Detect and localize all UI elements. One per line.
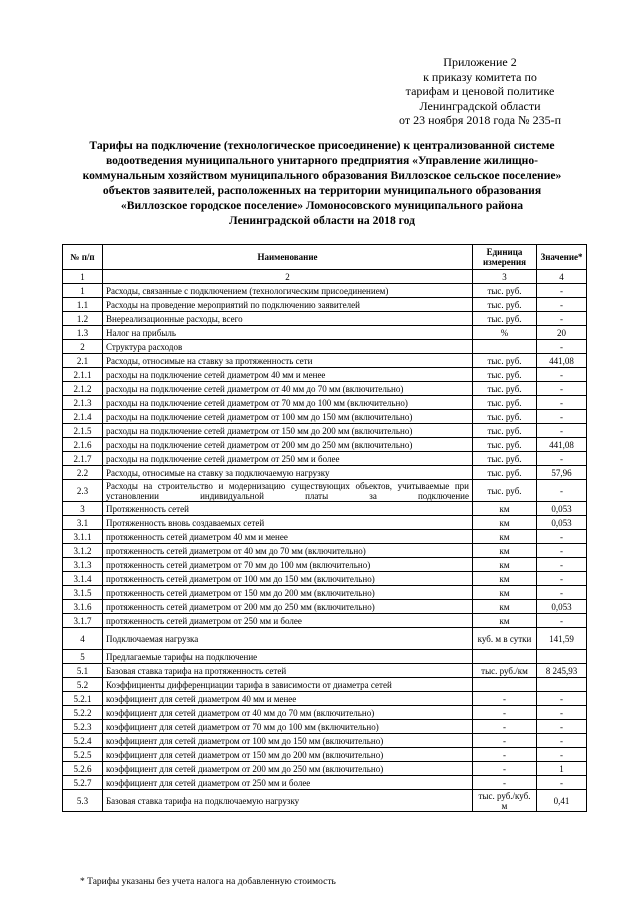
table-row <box>63 558 587 572</box>
colnum-cell: 2 <box>103 270 473 284</box>
row-unit: км <box>473 502 537 516</box>
header-unit: Единица измерения <box>473 245 537 270</box>
row-unit: тыс. руб. <box>473 424 537 438</box>
table-row <box>63 572 587 586</box>
row-num: 1 <box>63 284 103 298</box>
row-unit: тыс. руб./км <box>473 664 537 678</box>
annex-line: от 23 ноября 2018 года № 235-п <box>399 113 561 127</box>
row-unit: км <box>473 558 537 572</box>
row-unit: км <box>473 614 537 628</box>
annex-block <box>380 55 580 128</box>
column-number-row <box>63 270 587 284</box>
row-value: - <box>537 424 587 438</box>
row-name: Расходы, связанные с подключением (технологическим присоединением) <box>103 284 473 298</box>
row-unit: тыс. руб. <box>473 396 537 410</box>
title-line: Тарифы на подключение (технологическое присоединение) к централизованной системе <box>89 139 555 152</box>
row-name: Налог на прибыль <box>103 326 473 340</box>
row-name: расходы на подключение сетей диаметром от 70 мм до 100 мм (включительно) <box>103 396 473 410</box>
table-row <box>63 480 587 502</box>
annex-title: Приложение 2 <box>443 55 517 69</box>
title-line: Ленинградской области на 2018 год <box>229 214 415 227</box>
row-unit <box>473 650 537 664</box>
table-row <box>63 354 587 368</box>
header-value: Значение* <box>537 245 587 270</box>
row-value: - <box>537 396 587 410</box>
row-value: - <box>537 368 587 382</box>
row-value: - <box>537 558 587 572</box>
row-name: Структура расходов <box>103 340 473 354</box>
row-num: 2.1 <box>63 354 103 368</box>
table-row <box>63 530 587 544</box>
title-line: «Виллозское городское поселение» Ломоносовского муниципального района <box>120 199 524 212</box>
row-num: 1.3 <box>63 326 103 340</box>
row-num: 1.2 <box>63 312 103 326</box>
table-row <box>63 466 587 480</box>
table-row <box>63 396 587 410</box>
row-unit: - <box>473 762 537 776</box>
row-num: 2.1.6 <box>63 438 103 452</box>
row-value: - <box>537 734 587 748</box>
row-unit: - <box>473 720 537 734</box>
row-name: протяженность сетей диаметром 40 мм и менее <box>103 530 473 544</box>
row-unit <box>473 678 537 692</box>
row-value: - <box>537 776 587 790</box>
row-unit: тыс. руб. <box>473 480 537 502</box>
row-value: 57,96 <box>537 466 587 480</box>
row-unit: тыс. руб. <box>473 298 537 312</box>
row-value: - <box>537 480 587 502</box>
tariff-table <box>62 244 587 812</box>
row-num: 3 <box>63 502 103 516</box>
row-name: коэффициент для сетей диаметром от 100 мм до 150 мм (включительно) <box>103 734 473 748</box>
row-name: коэффициент для сетей диаметром от 150 мм до 200 мм (включительно) <box>103 748 473 762</box>
row-unit: тыс. руб. <box>473 368 537 382</box>
row-num: 5.1 <box>63 664 103 678</box>
row-value: 0,053 <box>537 600 587 614</box>
table-row <box>63 544 587 558</box>
table-row <box>63 410 587 424</box>
row-name: расходы на подключение сетей диаметром от 250 мм и более <box>103 452 473 466</box>
row-value: - <box>537 614 587 628</box>
table-row <box>63 326 587 340</box>
row-name: Расходы на проведение мероприятий по подключению заявителей <box>103 298 473 312</box>
row-name: расходы на подключение сетей диаметром 40 мм и менее <box>103 368 473 382</box>
row-num: 2 <box>63 340 103 354</box>
row-unit: куб. м в сутки <box>473 628 537 650</box>
row-value: 0,41 <box>537 790 587 812</box>
row-unit: % <box>473 326 537 340</box>
row-num: 5.2.5 <box>63 748 103 762</box>
row-name: расходы на подключение сетей диаметром от 40 мм до 70 мм (включительно) <box>103 382 473 396</box>
row-num: 5.2.3 <box>63 720 103 734</box>
row-name: Расходы, относимые на ставку за протяженность сети <box>103 354 473 368</box>
table-row <box>63 678 587 692</box>
row-value: 441,08 <box>537 438 587 452</box>
document-title <box>62 138 582 228</box>
row-unit: - <box>473 734 537 748</box>
row-value: - <box>537 692 587 706</box>
title-line: коммунальным хозяйством муниципального образования Виллозское сельское поселение» <box>82 169 562 182</box>
row-num: 4 <box>63 628 103 650</box>
row-unit: км <box>473 516 537 530</box>
row-name: коэффициент для сетей диаметром от 40 мм до 70 мм (включительно) <box>103 706 473 720</box>
row-num: 2.1.4 <box>63 410 103 424</box>
row-name: протяженность сетей диаметром от 100 мм до 150 мм (включительно) <box>103 572 473 586</box>
row-value: - <box>537 748 587 762</box>
row-value: 8 245,93 <box>537 664 587 678</box>
row-name: расходы на подключение сетей диаметром от 200 мм до 250 мм (включительно) <box>103 438 473 452</box>
row-unit <box>473 340 537 354</box>
header-name: Наименование <box>103 245 473 270</box>
row-name: протяженность сетей диаметром от 40 мм до 70 мм (включительно) <box>103 544 473 558</box>
table-row <box>63 424 587 438</box>
row-num: 3.1.4 <box>63 572 103 586</box>
title-line: объектов заявителей, расположенных на территории муниципального образования <box>102 184 542 197</box>
row-unit: тыс. руб. <box>473 312 537 326</box>
row-unit: тыс. руб. <box>473 452 537 466</box>
row-num: 1.1 <box>63 298 103 312</box>
row-num: 3.1.2 <box>63 544 103 558</box>
row-name: Протяженность сетей <box>103 502 473 516</box>
table-row <box>63 734 587 748</box>
row-name: коэффициент для сетей диаметром от 70 мм до 100 мм (включительно) <box>103 720 473 734</box>
row-name: расходы на подключение сетей диаметром от 150 мм до 200 мм (включительно) <box>103 424 473 438</box>
table-row <box>63 762 587 776</box>
row-value: 0,053 <box>537 516 587 530</box>
row-name: протяженность сетей диаметром от 150 мм до 200 мм (включительно) <box>103 586 473 600</box>
row-value: 0,053 <box>537 502 587 516</box>
row-unit: км <box>473 530 537 544</box>
table-header-row <box>63 245 587 270</box>
row-value: - <box>537 720 587 734</box>
table-row <box>63 368 587 382</box>
row-num: 5.2.7 <box>63 776 103 790</box>
row-name: Базовая ставка тарифа на подключаемую нагрузку <box>103 790 473 812</box>
table-row <box>63 692 587 706</box>
table-row <box>63 720 587 734</box>
table-row <box>63 650 587 664</box>
row-value: - <box>537 410 587 424</box>
row-value: 20 <box>537 326 587 340</box>
colnum-cell: 1 <box>63 270 103 284</box>
row-unit: км <box>473 572 537 586</box>
row-num: 3.1.1 <box>63 530 103 544</box>
table-row <box>63 614 587 628</box>
row-name: коэффициент для сетей диаметром 40 мм и менее <box>103 692 473 706</box>
annex-line: Ленинградской области <box>419 98 541 113</box>
row-name: расходы на подключение сетей диаметром от 100 мм до 150 мм (включительно) <box>103 410 473 424</box>
row-value: - <box>537 284 587 298</box>
table-row <box>63 516 587 530</box>
row-value: - <box>537 586 587 600</box>
table-row <box>63 284 587 298</box>
row-num: 5.2.2 <box>63 706 103 720</box>
row-num: 3.1.5 <box>63 586 103 600</box>
row-num: 3.1.6 <box>63 600 103 614</box>
row-unit: км <box>473 586 537 600</box>
table-row <box>63 312 587 326</box>
table-row <box>63 664 587 678</box>
row-num: 3.1.3 <box>63 558 103 572</box>
row-name: протяженность сетей диаметром от 250 мм и более <box>103 614 473 628</box>
colnum-cell: 3 <box>473 270 537 284</box>
row-unit: тыс. руб./куб. м <box>473 790 537 812</box>
row-value: - <box>537 382 587 396</box>
row-num: 3.1.7 <box>63 614 103 628</box>
title-line: водоотведения муниципального унитарного предприятия «Управление жилищно- <box>105 154 539 167</box>
row-num: 5.2.6 <box>63 762 103 776</box>
row-num: 5 <box>63 650 103 664</box>
row-num: 2.2 <box>63 466 103 480</box>
annex-line: тарифам и ценовой политике <box>405 84 555 98</box>
row-unit: тыс. руб. <box>473 354 537 368</box>
table-row <box>63 790 587 812</box>
row-unit: тыс. руб. <box>473 410 537 424</box>
row-value: - <box>537 340 587 354</box>
row-unit: км <box>473 600 537 614</box>
row-num: 2.1.1 <box>63 368 103 382</box>
row-num: 3.1 <box>63 516 103 530</box>
row-value: - <box>537 312 587 326</box>
row-num: 2.1.7 <box>63 452 103 466</box>
row-unit: - <box>473 748 537 762</box>
row-value: 1 <box>537 762 587 776</box>
row-value: - <box>537 530 587 544</box>
row-value: - <box>537 544 587 558</box>
table-row <box>63 298 587 312</box>
row-name: протяженность сетей диаметром от 200 мм до 250 мм (включительно) <box>103 600 473 614</box>
row-num: 5.3 <box>63 790 103 812</box>
row-value <box>537 678 587 692</box>
table-row <box>63 452 587 466</box>
row-num: 2.1.3 <box>63 396 103 410</box>
row-num: 2.3 <box>63 480 103 502</box>
row-value <box>537 650 587 664</box>
row-unit: тыс. руб. <box>473 466 537 480</box>
row-name: коэффициент для сетей диаметром от 200 мм до 250 мм (включительно) <box>103 762 473 776</box>
row-name: Базовая ставка тарифа на протяженность сетей <box>103 664 473 678</box>
row-unit: тыс. руб. <box>473 382 537 396</box>
row-num: 2.1.2 <box>63 382 103 396</box>
row-name: Протяженность вновь создаваемых сетей <box>103 516 473 530</box>
row-value: - <box>537 706 587 720</box>
row-name: Расходы на строительство и модернизацию существующих объектов, учитываемые при установлении индивидуальной платы за подключение <box>103 480 473 502</box>
row-unit: - <box>473 776 537 790</box>
table-row <box>63 628 587 650</box>
table-row <box>63 340 587 354</box>
row-value: - <box>537 452 587 466</box>
row-name: протяженность сетей диаметром от 70 мм до 100 мм (включительно) <box>103 558 473 572</box>
row-unit: тыс. руб. <box>473 284 537 298</box>
table-row <box>63 600 587 614</box>
row-name: коэффициент для сетей диаметром от 250 мм и более <box>103 776 473 790</box>
row-value: 441,08 <box>537 354 587 368</box>
colnum-cell: 4 <box>537 270 587 284</box>
header-num: № п/п <box>63 245 103 270</box>
row-num: 2.1.5 <box>63 424 103 438</box>
row-value: - <box>537 298 587 312</box>
row-num: 5.2.4 <box>63 734 103 748</box>
annex-line: к приказу комитета по <box>423 69 537 84</box>
row-value: - <box>537 572 587 586</box>
row-name: Расходы, относимые на ставку за подключаемую нагрузку <box>103 466 473 480</box>
row-name: Внереализационные расходы, всего <box>103 312 473 326</box>
table-row <box>63 748 587 762</box>
row-unit: - <box>473 692 537 706</box>
row-num: 5.2.1 <box>63 692 103 706</box>
footnote: * Тарифы указаны без учета налога на добавленную стоимость <box>80 877 336 887</box>
row-unit: - <box>473 706 537 720</box>
table-row <box>63 438 587 452</box>
table-row <box>63 502 587 516</box>
table-row <box>63 586 587 600</box>
row-num: 5.2 <box>63 678 103 692</box>
table-row <box>63 706 587 720</box>
row-name: Предлагаемые тарифы на подключение <box>103 650 473 664</box>
row-unit: тыс. руб. <box>473 438 537 452</box>
table-row <box>63 382 587 396</box>
row-name: Подключаемая нагрузка <box>103 628 473 650</box>
row-unit: км <box>473 544 537 558</box>
table-row <box>63 776 587 790</box>
row-name: Коэффициенты дифференциации тарифа в зависимости от диаметра сетей <box>103 678 473 692</box>
row-value: 141,59 <box>537 628 587 650</box>
